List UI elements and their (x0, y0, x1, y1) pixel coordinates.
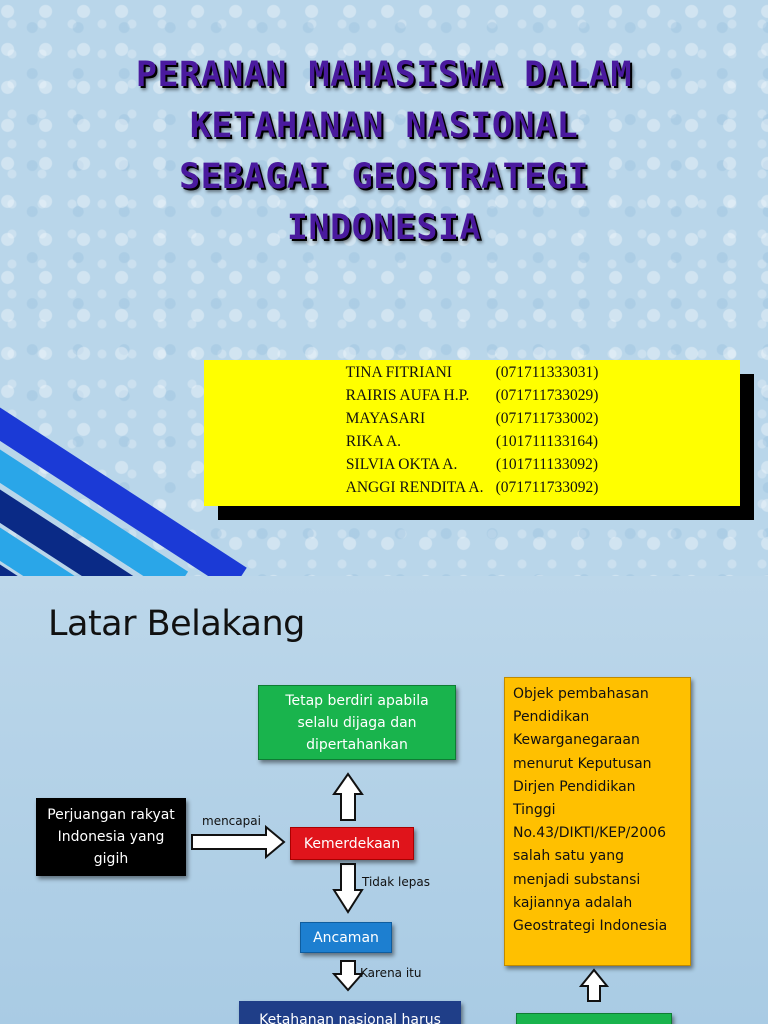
down-arrow-icon (334, 864, 362, 912)
member-name: RAIRIS AUFA H.P. (345, 387, 470, 404)
box-text: Objek pembahasan Pendidikan Kewarganegaraan menurut Keputusan Dirjen Pendidikan Tinggi No.43/DIKTI/KEP/2006 salah satu yang menjadi substansi kajiannya adalah Geostrategi Indonesia (513, 686, 668, 935)
box-text: Perjuangan rakyat Indonesia yang gigih (47, 807, 175, 867)
member-row (204, 407, 740, 430)
box-ketahanan (239, 1001, 461, 1024)
member-row (204, 430, 740, 453)
member-row (204, 361, 740, 384)
member-row (204, 384, 740, 407)
box-text: Kemerdekaan (303, 835, 401, 852)
label-mencapai: mencapai (202, 814, 261, 828)
member-name: SILVIA OKTA A. (345, 456, 458, 473)
member-nim: (071711733002) (495, 410, 599, 427)
box-perjuangan (36, 798, 186, 876)
label-karena-itu: Karena itu (360, 966, 422, 980)
box-tetap-berdiri (258, 685, 456, 760)
title-line: SEBAGAI GEOSTRATEGI (179, 157, 589, 197)
box-text: Tetap berdiri apabila selalu dijaga dan dipertahankan (285, 692, 429, 753)
down-arrow-icon (334, 961, 362, 990)
member-nim: (071711733092) (495, 479, 599, 496)
member-row (204, 453, 740, 476)
member-row (204, 476, 740, 499)
member-nim: (101711133164) (495, 433, 599, 450)
member-name: ANGGI RENDITA A. (345, 479, 484, 496)
box-ancaman (300, 922, 392, 953)
slide-title: Latar Belakang (48, 604, 305, 644)
up-arrow-icon (581, 970, 607, 1001)
member-nim: (071711733029) (495, 387, 599, 404)
members-box (204, 360, 740, 506)
member-nim: (071711333031) (495, 364, 599, 381)
title-line: PERANAN MAHASISWA DALAM (135, 55, 633, 95)
member-nim: (101711133092) (495, 456, 599, 473)
right-arrow-icon (192, 827, 284, 857)
label-tidak-lepas: Tidak lepas (362, 875, 430, 889)
box-text: Ketahanan nasional harus (259, 1012, 441, 1024)
box-bottom-right (516, 1013, 672, 1024)
title-line: KETAHANAN NASIONAL (189, 106, 579, 146)
box-objek-pembahasan (504, 677, 691, 966)
title-line: INDONESIA (286, 208, 482, 248)
up-arrow-icon (334, 774, 362, 820)
slide-title (40, 50, 728, 254)
member-name: TINA FITRIANI (345, 364, 452, 381)
box-kemerdekaan (290, 827, 414, 860)
member-name: RIKA A. (345, 433, 402, 450)
box-text: Ancaman (313, 929, 379, 946)
member-name: MAYASARI (345, 410, 426, 427)
background-slide (0, 576, 768, 1024)
